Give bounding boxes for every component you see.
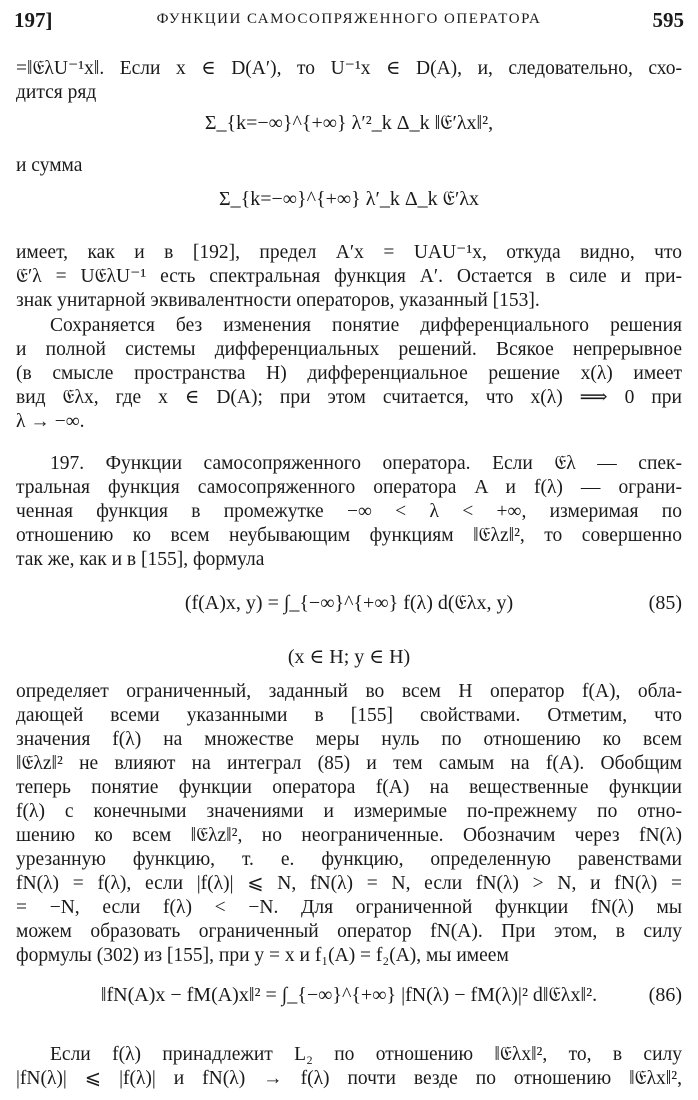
text-line: λ → −∞.	[16, 411, 85, 432]
text-line: теперь понятие функции оператора f(A) на вещественные функции	[16, 777, 682, 798]
equation-series-1: Σ_{k=−∞}^{+∞} λ′²_k Δ_k ‖𝔈′λx‖²,	[204, 112, 494, 134]
text-line: урезанную функцию, т. е. функцию, определенную равенствами	[16, 849, 682, 870]
text-line: определяет ограниченный, заданный во всем H оператор f(A), обла-	[16, 681, 682, 702]
text-line: fN(λ) = f(λ), если |f(λ)| ⩽ N, fN(λ) = N, если fN(λ) > N, и fN(λ) =	[16, 873, 682, 894]
section-number: 197]	[14, 8, 53, 32]
paragraph-start: Если f(λ) принадлежит L₂ по отношению ‖𝔈λx‖², то, в силу	[50, 1044, 682, 1065]
text-line: отношению ко всем неубывающим функциям ‖𝔈λz‖², то совершенно	[16, 525, 682, 546]
text-line: ‖𝔈λz‖² не влияют на интеграл (85) и тем самым на f(A). Обобщим	[16, 753, 682, 774]
section-heading-line: 197. Функции самосопряженного оператора. Если 𝔈λ — спек-	[50, 453, 682, 474]
equation-86: ‖fN(A)x − fM(A)x‖² = ∫_{−∞}^{+∞} |fN(λ) − fM(λ)|² d‖𝔈λx‖².	[100, 984, 598, 1006]
equation-85: (f(A)x, y) = ∫_{−∞}^{+∞} f(λ) d(𝔈λx, y)	[184, 592, 514, 614]
text-line: ченная функция в промежутке −∞ < λ < +∞, измеримая по	[16, 501, 682, 522]
equation-number-85: (85)	[648, 592, 682, 614]
text-line: f(λ) с конечными значениями и измеримые по-прежнему по отно-	[16, 801, 682, 822]
text-line: 𝔈′λ = U𝔈λU⁻¹ есть спектральная функция A′. Остается в силе и при-	[16, 266, 682, 287]
text-line: (в смысле пространства H) дифференциальное решение x(λ) имеет	[16, 363, 682, 384]
text-line: знак унитарной эквивалентности операторов, указанный [153].	[16, 290, 540, 311]
equation-series-2: Σ_{k=−∞}^{+∞} λ′_k Δ_k 𝔈′λx	[218, 188, 480, 210]
text-line: дающей всеми указанными в [155] свойствами. Отметим, что	[16, 705, 682, 726]
text-line: и полной системы дифференциальных решений. Всякое непрерывное	[16, 339, 682, 360]
text-line: вид 𝔈λx, где x ∈ D(A); при этом считается, что x(λ) ⟹ 0 при	[16, 387, 682, 408]
text-line: имеет, как и в [192], предел A′x = UAU⁻¹x, откуда видно, что	[16, 242, 682, 263]
equation-85-condition: (x ∈ H; y ∈ H)	[287, 646, 411, 668]
text-line: значения f(λ) на множестве меры нуль по отношению ко всем	[16, 729, 682, 750]
text-line: =‖𝔈λU⁻¹x‖. Если x ∈ D(A′), то U⁻¹x ∈ D(A), и, следовательно, схо-	[16, 58, 682, 79]
paragraph-start: Сохраняется без изменения понятие дифференциального решения	[50, 315, 682, 336]
equation-number-86: (86)	[648, 984, 682, 1006]
running-title: ФУНКЦИИ САМОСОПРЯЖЕННОГО ОПЕРАТОРА	[156, 11, 542, 27]
text-line: и сумма	[16, 155, 83, 176]
page-number: 595	[652, 8, 684, 32]
text-line: можем образовать ограниченный оператор fN(A). При этом, в силу	[16, 921, 682, 942]
text-line: |fN(λ)| ⩽ |f(λ)| и fN(λ) → f(λ) почти везде по отношению ‖𝔈λx‖²,	[16, 1068, 682, 1089]
running-header	[14, 8, 684, 38]
text-line: формулы (302) из [155], при y = x и f₁(A) = f₂(A), мы имеем	[16, 945, 509, 966]
text-line: шению ко всем ‖𝔈λz‖², но неограниченные. Обозначим через fN(λ)	[16, 825, 682, 846]
text-line: = −N, если f(λ) < −N. Для ограниченной функции fN(λ) мы	[16, 897, 682, 918]
text-line: так же, как и в [155], формула	[16, 549, 265, 570]
text-line: тральная функция самосопряженного оператора A и f(λ) — ограни-	[16, 477, 682, 498]
text-line: дится ряд	[16, 82, 97, 103]
